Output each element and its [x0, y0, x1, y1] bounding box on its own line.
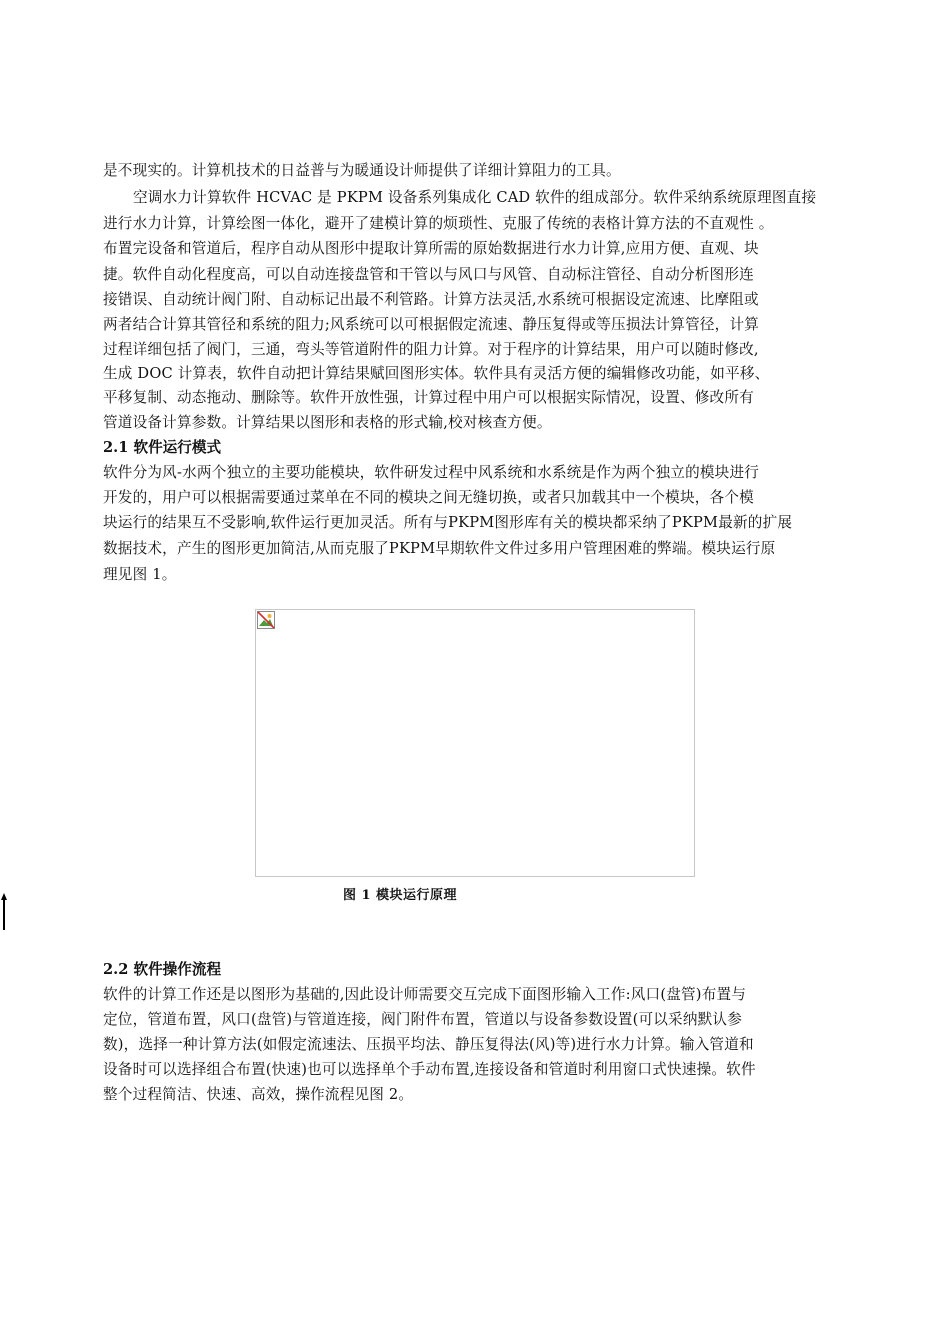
paragraph-hcvac-line-2: 进行水力计算，计算绘图一体化，避开了建模计算的烦琐性、克服了传统的表格计算方法的不直观性 。: [103, 215, 774, 232]
section-2-1-line-5: 理见图 1。: [103, 566, 177, 583]
section-2-1-line-4: 数据技术，产生的图形更加简洁,从而克服了PKPM早期软件文件过多用户管理困难的弊端。模块运行原: [103, 540, 776, 557]
margin-up-arrow-icon: [0, 892, 8, 930]
paragraph-hcvac-line-4: 捷。软件自动化程度高，可以自动连接盘管和干管以与风口与风管、自动标注管径、自动分析图形连: [103, 266, 754, 283]
figure-1-image-placeholder: [255, 609, 695, 877]
section-2-1-heading: 2.1 软件运行模式: [103, 439, 222, 456]
paragraph-hcvac-line-10: 管道设备计算参数。计算结果以图形和表格的形式输,校对核查方便。: [103, 414, 552, 431]
section-2-2-line-2: 定位，管道布置，风口(盘管)与管道连接，阀门附件布置，管道以与设备参数设置(可以采纳默认参: [103, 1011, 743, 1028]
section-2-1-line-1: 软件分为风-水两个独立的主要功能模块，软件研发过程中风系统和水系统是作为两个独立的模块进行: [103, 464, 760, 481]
paragraph-hcvac-line-1: 空调水力计算软件 HCVAC 是 PKPM 设备系列集成化 CAD 软件的组成部分。软件采纳系统原理图直接: [133, 189, 817, 206]
section-2-2-heading: 2.2 软件操作流程: [103, 961, 222, 978]
section-2-2-line-5: 整个过程简洁、快速、高效，操作流程见图 2。: [103, 1086, 414, 1103]
figure-1-caption: 图 1 模块运行原理: [342, 888, 458, 903]
intro-tail-line: 是不现实的。计算机技术的日益普与为暖通设计师提供了详细计算阻力的工具。: [103, 162, 621, 179]
broken-image-icon: [257, 611, 275, 629]
paragraph-hcvac-line-5: 接错误、自动统计阀门附、自动标记出最不利管路。计算方法灵活,水系统可根据设定流速、比摩阻或: [103, 291, 759, 308]
section-2-1-line-2: 开发的，用户可以根据需要通过菜单在不同的模块之间无缝切换，或者只加载其中一个模块，各个模: [103, 489, 754, 506]
section-2-2-line-1: 软件的计算工作还是以图形为基础的,因此设计师需要交互完成下面图形输入工作:风口(盘管)布置与: [103, 986, 747, 1003]
section-2-2-line-4: 设备时可以选择组合布置(快速)也可以选择单个手动布置,连接设备和管道时利用窗口式快速操。软件: [103, 1061, 756, 1078]
paragraph-hcvac-line-9: 平移复制、动态拖动、删除等。软件开放性强，计算过程中用户可以根据实际情况，设置、修改所有: [103, 389, 754, 406]
paragraph-hcvac-line-7: 过程详细包括了阀门，三通，弯头等管道附件的阻力计算。对于程序的计算结果，用户可以随时修改,: [103, 341, 759, 358]
paragraph-hcvac-line-6: 两者结合计算其管径和系统的阻力;风系统可以可根据假定流速、静压复得或等压损法计算管径，计算: [103, 316, 760, 333]
section-2-2-line-3: 数)，选择一种计算方法(如假定流速法、压损平均法、静压复得法(风)等)进行水力计算。输入管道和: [103, 1036, 754, 1053]
section-2-1-line-3: 块运行的结果互不受影响,软件运行更加灵活。所有与PKPM图形库有关的模块都采纳了PKPM最新的扩展: [103, 514, 793, 531]
paragraph-hcvac-line-8: 生成 DOC 计算表，软件自动把计算结果赋回图形实体。软件具有灵活方便的编辑修改功能，如平移、: [103, 365, 770, 382]
paragraph-hcvac-line-3: 布置完设备和管道后，程序自动从图形中提取计算所需的原始数据进行水力计算,应用方便、直观、块: [103, 240, 759, 257]
